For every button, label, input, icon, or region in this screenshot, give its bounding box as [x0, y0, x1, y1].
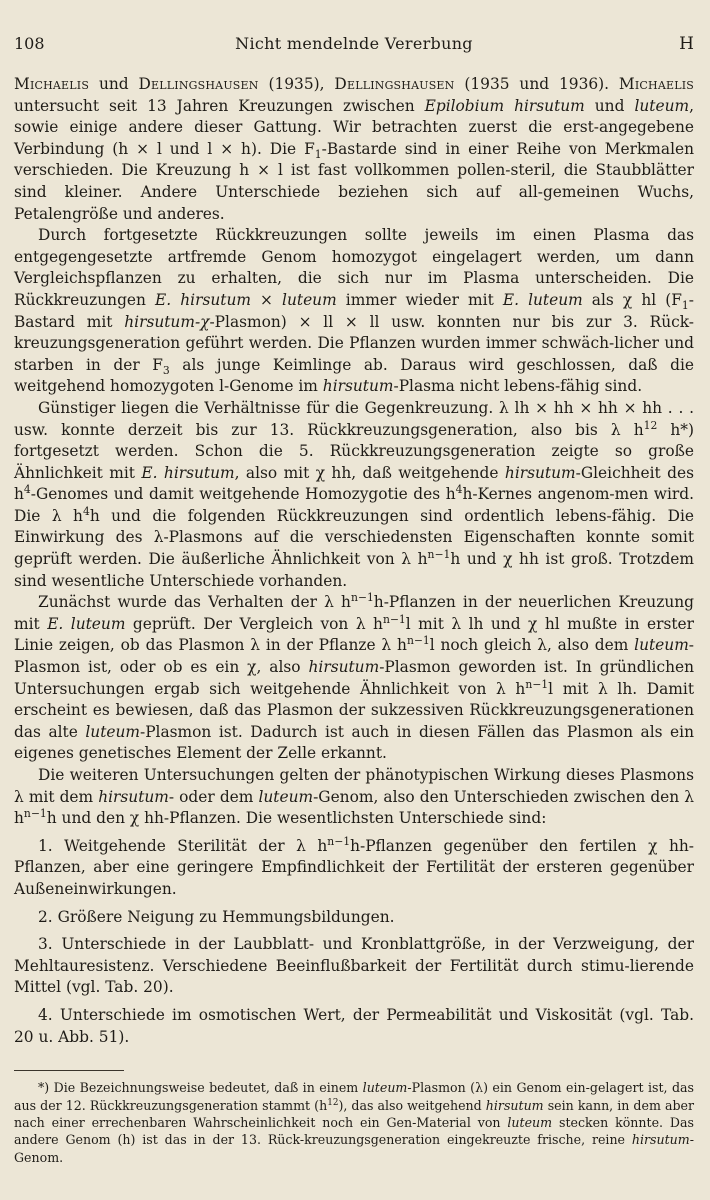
body-text [14, 74, 694, 1048]
paragraph-reciprocal: Günstiger liegen die Verhältnisse für die Gegenkreuzung. λ lh × hh × hh × hh . . . usw. konnte derzeit bis zur 13. Rückkreuzungsgeneration, also bis λ $h^{12}$ h*) fortgesetzt werden. Schon die 5. Rückkreuzungsgeneration zeigte so große Ähnlichkeit mit E. hirsutum, also mit χ hh, daß weitgehende hirsutum-Gleichheit des $h^4$-Genomes und damit weitgehende Homozygotie des $h^4h$-Kernes angenom-men wird. Die λ $h^4h$ und die folgenden Rückkreuzungen sind ordentlich lebens-fähig. Die Einwirkung des λ-Plasmons auf die verschiedensten Eigenschaften konnte somit geprüft werden. Die äußerliche Ähnlichkeit von λ $h^{n-1}h$ und χ hh ist groß. Trotzdem sind wesentliche Unterschiede vorhanden. [14, 398, 694, 590]
footnote-divider [14, 1070, 124, 1071]
running-title: Nicht mendelnde Vererbung [235, 34, 473, 53]
list-item-sterility: 1. Weitgehende Sterilität der λ $h^{n-1}h$-Pflanzen gegenüber den fertilen χ hh-Pflanzen, aber eine geringere Empfindlichkeit der Fertilität der ersteren gegenüber Außeneinwirkungen. [14, 834, 694, 898]
paragraph-backcross: Durch fortgesetzte Rückkreuzungen sollte jeweils im einen Plasma das entgegengesetzte artfremde Genom homozygot eingelagert werden, um dann Vergleichspflanzen zu erhalten, die sich nur im Plasma unterscheiden. Die Rückkreuzungen E. hirsutum × luteum immer wieder mit E. luteum als χ hl ($F_1$-Bastard mit hirsutum-χ-Plasmon) × ll × ll usw. konnten nur bis zur 3. Rück-kreuzungsgeneration geführt werden. Die Pflanzen wurden immer schwäch-licher und starben in der $F_3$ als junge Keimlinge ab. Daraus wird geschlossen, daß die weitgehend homozygoten l-Genome im hirsutum-Plasma nicht lebens-fähig sind. [14, 226, 694, 396]
footnote-text: *) Die Bezeichnungsweise bedeutet, daß in einem luteum-Plasmon (λ) ein Genom ein-gelagert ist, das aus der 12. Rückkreuzungsgeneration stammt $(h^{12})$, das also weitgehend hirsutum sein kann, in dem aber nach einer errechenbaren Wahrscheinlichkeit noch ein Gen-Material von luteum stecken könnte. Das andere Genom (h) ist das in der 13. Rück-kreuzungsgeneration eingekreuzte frische, reine hirsutum-Genom. [14, 1080, 694, 1165]
paragraph-phenotype: Die weiteren Untersuchungen gelten der phänotypischen Wirkung dieses Plasmons λ mit dem hirsutum- oder dem luteum-Genom, also den Unterschieden zwischen den λ $h^{n-1}h$ und den χ hh-Pflanzen. Die wesentlichsten Unterschiede sind: [14, 766, 695, 828]
list-item-inhibition: 2. Größere Neigung zu Hemmungsbildungen. [38, 907, 395, 926]
list-item-leaf-size: 3. Unterschiede in der Laubblatt- und Kronblattgröße, in der Verzweigung, der Mehltauresistenz. Verschiedene Beeinflußbarkeit der Fertilität durch stimu-lierende Mittel (vgl. Tab. 20). [14, 935, 694, 997]
section-letter: H [679, 34, 694, 54]
paragraph-luteum-test: Zunächst wurde das Verhalten der λ $h^{n-1}h$-Pflanzen in der neuerlichen Kreuzung mit E. luteum geprüft. Der Vergleich von λ $h^{n-1}l$ mit λ lh und χ hl mußte in erster Linie zeigen, ob das Plasmon λ in der Pflanze λ $h^{n-1}l$ noch gleich λ, also dem luteum-Plasmon ist, oder ob es ein χ, also hirsutum-Plasmon geworden ist. In gründlichen Untersuchungen ergab sich weitgehende Ähnlichkeit von λ $h^{n-1}l$ mit λ lh. Damit erscheint es bewiesen, daß das Plasmon der sukzessiven Rückkreuzungsgenerationen das alte luteum-Plasmon ist. Dadurch ist auch in diesen Fällen das Plasmon als ein eigenes genetisches Element der Zelle erkannt. [14, 591, 695, 763]
page-number: 108 [14, 34, 45, 53]
footnote [14, 1079, 694, 1166]
paragraph-intro: Michaelis und Dellingshausen (1935), Dellingshausen (1935 und 1936). Michaelis untersucht seit 13 Jahren Kreuzungen zwischen Epilobium hirsutum und luteum, sowie einige andere dieser Gattung. Wir betrachten zuerst die erst-angegebene Verbindung (h × l und l × h). Die $F_1$-Bastarde sind in einer Reihe von Merkmalen verschieden. Die Kreuzung h × l ist fast vollkommen pollen-steril, die Staubblätter sind kleiner. Andere Unterschiede beziehen sich auf all-gemeinen Wuchs, Petalengröße und anderes. [14, 75, 695, 223]
list-item-osmotic: 4. Unterschiede im osmotischen Wert, der Permeabilität und Viskosität (vgl. Tab. 20 u. Abb. 51). [14, 1005, 694, 1046]
running-header [14, 34, 694, 64]
